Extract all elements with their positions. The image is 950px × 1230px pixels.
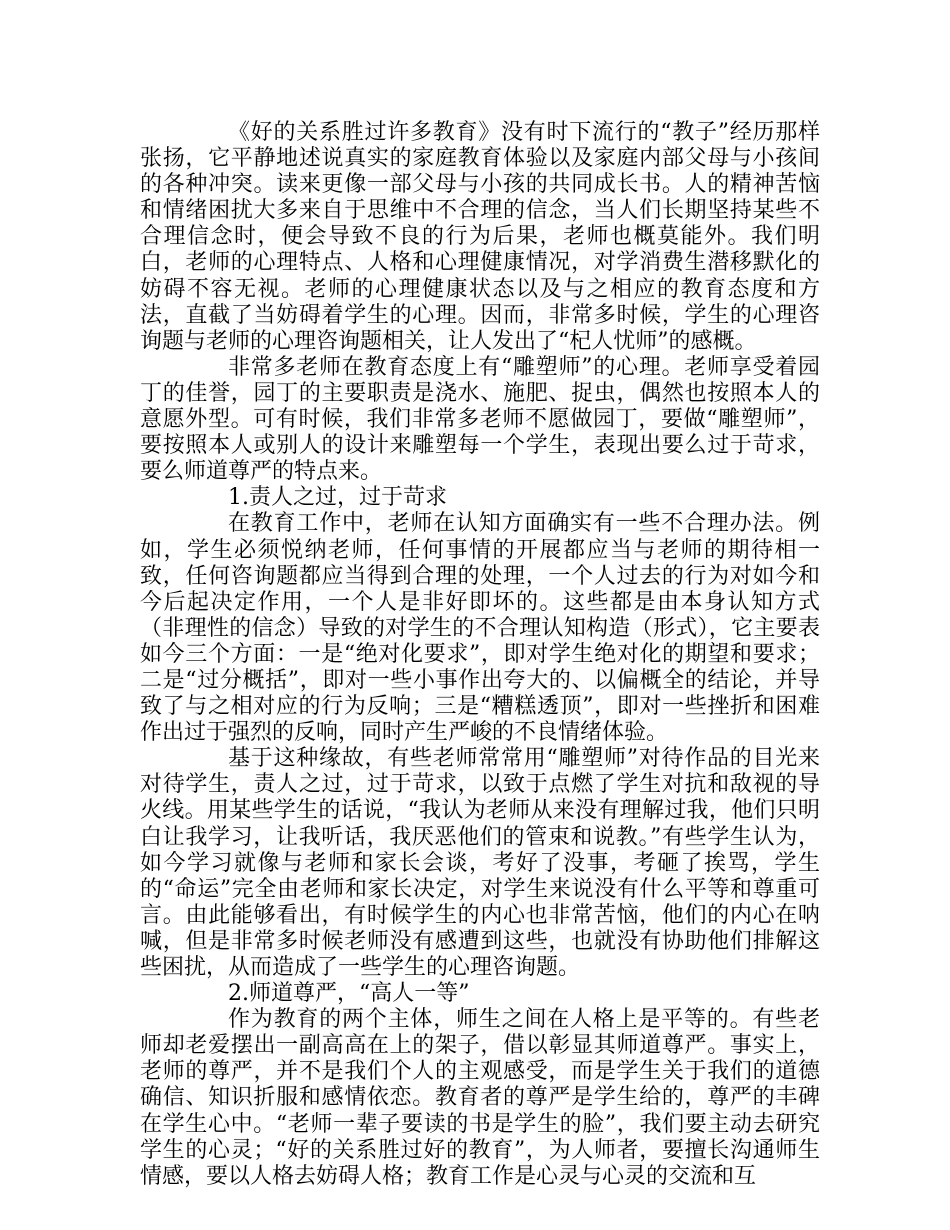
section-heading-1: 1.责人之过，过于苛求 — [228, 485, 447, 511]
paragraph-dignity: 作为教育的两个主体，师生之间在人格上是平等的。有些老师却老爱摆出一副高高在上的架子，借以彰显其师道尊严。事实上，老师的尊严，并不是我们个人的主观感受，而是学生关于我们的道德确信、知识折服和感情依恋。教育者的尊严是学生给的，尊严的丰碑在学生心中。“老师一辈子要读的书是学生的脸”，我们要主动去研究学生的心灵；“好的关系胜过好的教育”，为人师者，要擅长沟通师生情感，要以人格去妨碍人格；教育工作是心灵与心灵的交流和互 — [140, 1007, 820, 1189]
section-heading-2: 2.师道尊严，“高人一等” — [228, 981, 470, 1007]
paragraph-sculptor: 非常多老师在教育态度上有“雕塑师”的心理。老师享受着园丁的佳誉，园丁的主要职责是浇水、施肥、捉虫，偶然也按照本人的意愿外型。可有时候，我们非常多老师不愿做园丁，要做“雕塑师”，要按照本人或别人的设计来雕塑每一个学生，表现出要么过于苛求，要么师道尊严的特点来。 — [140, 354, 820, 485]
paragraph-consequence: 基于这种缘故，有些老师常常用“雕塑师”对待作品的目光来对待学生，责人之过，过于苛求，以致于点燃了学生对抗和敌视的导火线。用某些学生的话说，“我认为老师从来没有理解过我，他们只明白让我学习，让我听话，我厌恶他们的管束和说教。”有些学生认为，如今学习就像与老师和家长会谈，考好了没事，考砸了挨骂，学生的“命运”完全由老师和家长决定，对学生来说没有什么平等和尊重可言。由此能够看出，有时候学生的内心也非常苦恼，他们的内心在呐喊，但是非常多时候老师没有感遭到这些，也就没有协助他们排解这些困扰，从而造成了一些学生的心理咨询题。 — [140, 746, 820, 980]
paragraph-intro: 《好的关系胜过许多教育》没有时下流行的“教子”经历那样张扬，它平静地述说真实的家庭教育体验以及家庭内部父母与小孩间的各种冲突。读来更像一部父母与小孩的共同成长书。人的精神苦恼和情绪困扰大多来自于思维中不合理的信念，当人们长期坚持某些不合理信念时，便会导致不良的行为后果，老师也概莫能外。我们明白，老师的心理特点、人格和心理健康情况，对学消费生潜移默化的妨碍不容无视。老师的心理健康状态以及与之相应的教育态度和方法，直截了当妨碍着学生的心理。因而，非常多时候，学生的心理咨询题与老师的心理咨询题相关，让人发出了“杞人忧师”的感概。 — [140, 120, 820, 354]
paragraph-cognition: 在教育工作中，老师在认知方面确实有一些不合理办法。例如，学生必须悦纳老师，任何事情的开展都应当与老师的期待相一致，任何咨询题都应当得到合理的处理，一个人过去的行为对如今和今后起决定作用，一个人是非好即坏的。这些都是由本身认知方式（非理性的信念）导致的对学生的不合理认知构造（形式），它主要表如今三个方面：一是“绝对化要求”，即对学生绝对化的期望和要求；二是“过分概括”，即对一些小事作出夸大的、以偏概全的结论，并导致了与之相对应的行为反响；三是“糟糕透顶”，即对一些挫折和困难作出过于强烈的反响，同时产生严峻的不良情绪体验。 — [140, 511, 820, 746]
document-page — [140, 120, 820, 1190]
